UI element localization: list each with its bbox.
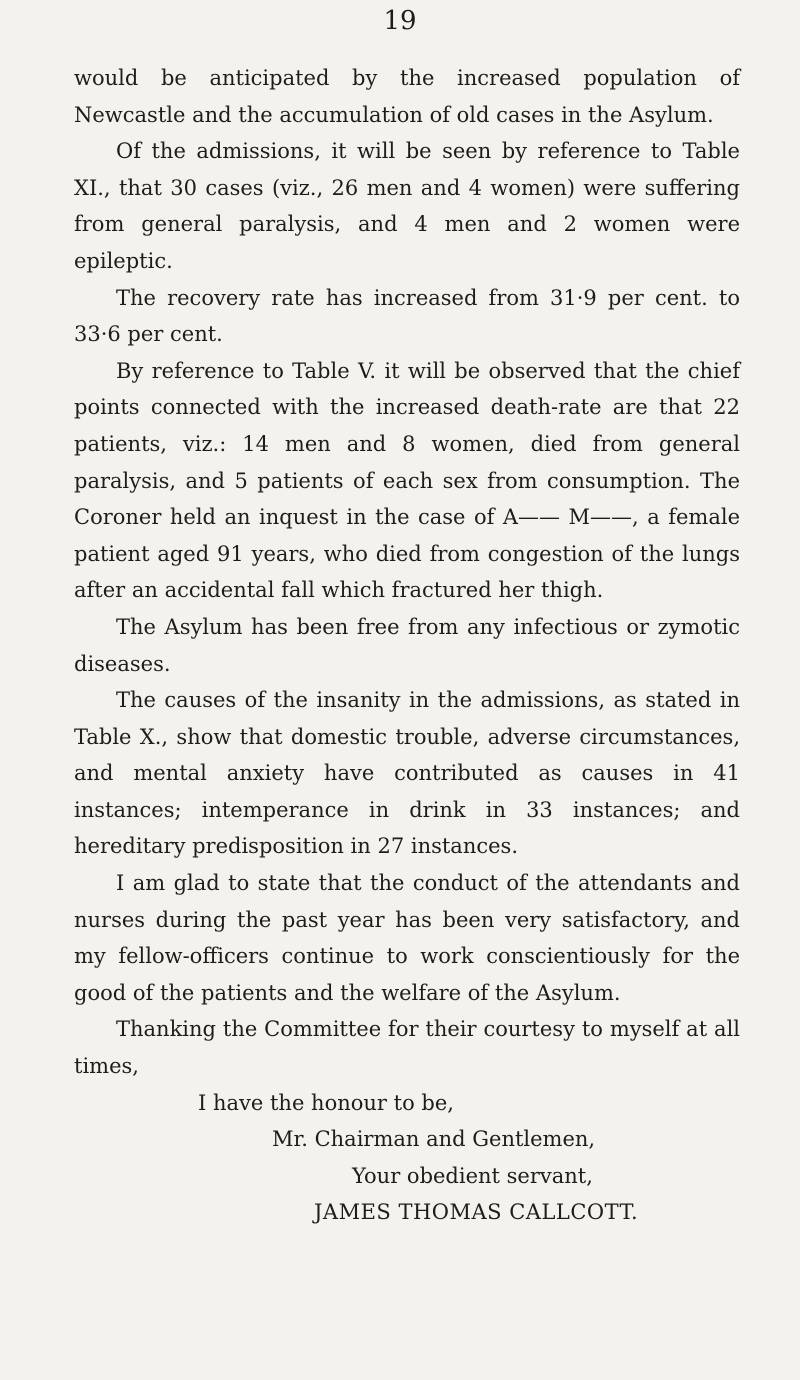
paragraph-causes-of-insanity: The causes of the insanity in the admissions, as stated in Table X., show that domestic trouble, adverse circumstances, and mental anxiety have contributed as causes in 41 instances; intemperance in drink in 33 instances; and hereditary predisposition in 27 instances. bbox=[74, 688, 740, 859]
paragraph-staff-conduct: I am glad to state that the conduct of the attendants and nurses during the past year has been very satisfactory, and my fellow-officers continue to work conscientiously for the good of the patients and the welfare of the Asylum. bbox=[74, 871, 740, 1005]
closing-servant: Your obedient servant, bbox=[352, 1163, 593, 1188]
page-number: 19 bbox=[383, 6, 417, 36]
paragraph-infectious-diseases: The Asylum has been free from any infectious or zymotic diseases. bbox=[74, 614, 740, 676]
paragraph-admissions: Of the admissions, it will be seen by reference to Table XI., that 30 cases (viz., 26 men and 4 women) were suffering from general paralysis, and 4 men and 2 women were epileptic. bbox=[74, 139, 740, 273]
signature: JAMES THOMAS CALLCOTT. bbox=[314, 1200, 639, 1225]
paragraph-recovery-rate: The recovery rate has increased from 31·9 per cent. to 33·6 per cent. bbox=[74, 285, 740, 347]
paragraph-continuation: would be anticipated by the increased population of Newcastle and the accumulation of old cases in the Asylum. bbox=[74, 66, 740, 127]
body-text bbox=[74, 60, 740, 1231]
closing-salutation: Mr. Chairman and Gentlemen, bbox=[272, 1127, 596, 1152]
paragraph-thanks: Thanking the Committee for their courtesy to myself at all times, bbox=[74, 1017, 740, 1079]
paragraph-death-rate: By reference to Table V. it will be observed that the chief points connected with the increased death-rate are that 22 patients, viz.: 14 men and 8 women, died from general paralysis, and 5 patients of each sex from consumption. The Coroner held an inquest in the case of A—— M——, a female patient aged 91 years, who died from congestion of the lungs after an accidental fall which fractured her thigh. bbox=[74, 358, 740, 603]
closing-honour: I have the honour to be, bbox=[198, 1090, 454, 1115]
